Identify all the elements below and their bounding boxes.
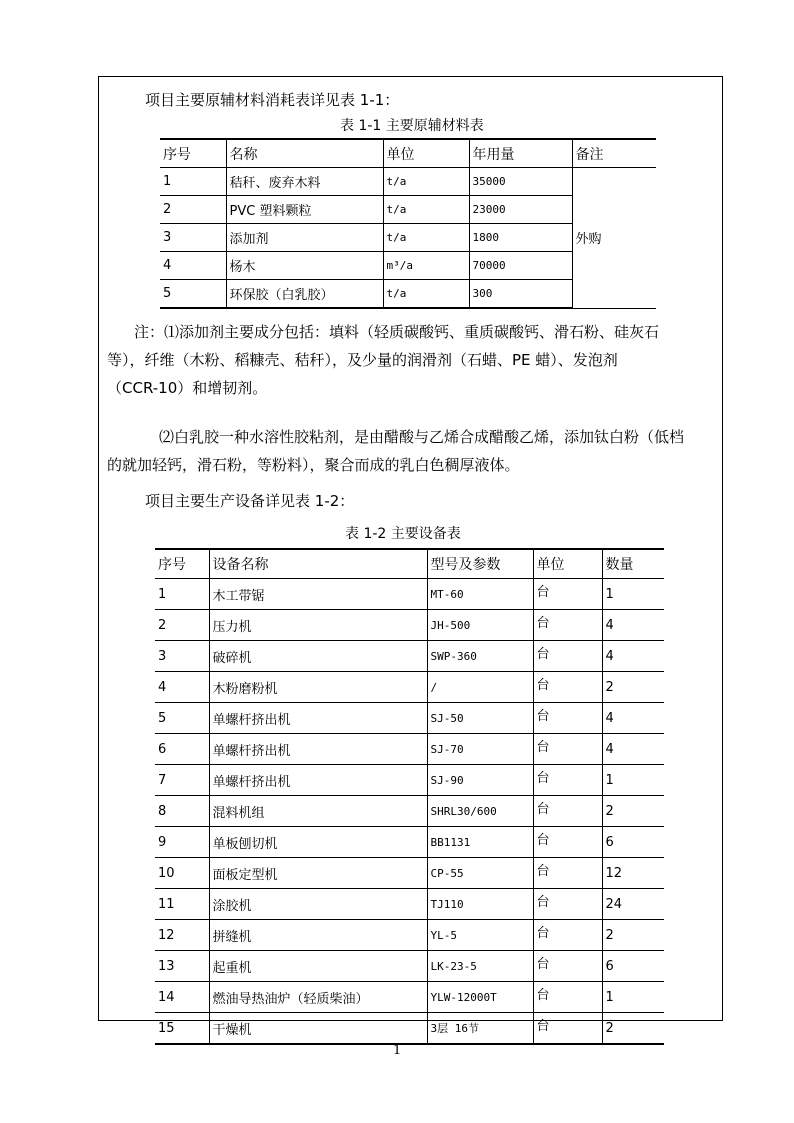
header-cell: 单位 bbox=[533, 549, 602, 579]
cell-quantity: 4 bbox=[602, 734, 664, 765]
cell-unit: 台 bbox=[533, 703, 602, 734]
cell-unit: 台 bbox=[533, 889, 602, 920]
table-row bbox=[155, 889, 664, 920]
table-row bbox=[155, 672, 664, 703]
table-header-row bbox=[155, 549, 664, 579]
cell-quantity: 2 bbox=[602, 796, 664, 827]
header-cell: 设备名称 bbox=[209, 549, 427, 579]
cell-index: 6 bbox=[155, 734, 209, 765]
header-cell: 序号 bbox=[155, 549, 209, 579]
cell-unit: t/a bbox=[383, 224, 469, 252]
table-row bbox=[155, 765, 664, 796]
cell-quantity: 4 bbox=[602, 703, 664, 734]
note-2 bbox=[107, 423, 715, 451]
cell-quantity: 12 bbox=[602, 858, 664, 889]
cell-device-name: 木工带锯 bbox=[209, 579, 427, 610]
cell-index: 11 bbox=[155, 889, 209, 920]
cell-unit: 台 bbox=[533, 796, 602, 827]
cell-unit: t/a bbox=[383, 196, 469, 224]
cell-model: TJ110 bbox=[427, 889, 533, 920]
cell-index: 2 bbox=[155, 610, 209, 641]
cell-index: 1 bbox=[160, 168, 226, 196]
cell-model: SJ-90 bbox=[427, 765, 533, 796]
cell-index: 1 bbox=[155, 579, 209, 610]
cell-index: 5 bbox=[155, 703, 209, 734]
cell-index: 14 bbox=[155, 982, 209, 1013]
cell-model: 3层 16节 bbox=[427, 1013, 533, 1045]
header-cell: 备注 bbox=[572, 139, 656, 168]
header-cell: 单位 bbox=[383, 139, 469, 168]
cell-unit: t/a bbox=[383, 280, 469, 309]
header-cell: 序号 bbox=[160, 139, 226, 168]
table-row bbox=[155, 982, 664, 1013]
cell-index: 4 bbox=[155, 672, 209, 703]
cell-model: SHRL30/600 bbox=[427, 796, 533, 827]
cell-unit: 台 bbox=[533, 579, 602, 610]
table-header-row bbox=[160, 139, 656, 168]
cell-amount: 300 bbox=[469, 280, 572, 309]
cell-unit: 台 bbox=[533, 1013, 602, 1045]
header-cell: 名称 bbox=[226, 139, 383, 168]
table-row bbox=[155, 641, 664, 672]
cell-unit: 台 bbox=[533, 982, 602, 1013]
cell-index: 3 bbox=[155, 641, 209, 672]
cell-unit: 台 bbox=[533, 858, 602, 889]
cell-name: 添加剂 bbox=[226, 224, 383, 252]
table-row bbox=[155, 579, 664, 610]
cell-model: CP-55 bbox=[427, 858, 533, 889]
page-number: 1 bbox=[393, 1043, 402, 1058]
cell-device-name: 起重机 bbox=[209, 951, 427, 982]
cell-index: 2 bbox=[160, 196, 226, 224]
table-row bbox=[155, 920, 664, 951]
cell-model: SWP-360 bbox=[427, 641, 533, 672]
cell-quantity: 4 bbox=[602, 610, 664, 641]
cell-unit: 台 bbox=[533, 641, 602, 672]
note-2-line: ⑵白乳胶一种水溶性胶粘剂，是由醋酸与乙烯合成醋酸乙烯，添加钛白粉（低档 bbox=[159, 428, 685, 446]
cell-model: JH-500 bbox=[427, 610, 533, 641]
cell-name: 秸秆、废弃木料 bbox=[226, 168, 383, 196]
table-row bbox=[160, 168, 656, 196]
table-1-caption: 表 1-1 主要原辅材料表 bbox=[340, 118, 484, 134]
cell-model: YLW-12000T bbox=[427, 982, 533, 1013]
cell-unit: 台 bbox=[533, 951, 602, 982]
note-1-line: 注：⑴添加剂主要成分包括：填料（轻质碳酸钙、重质碳酸钙、滑石粉、硅灰石 bbox=[134, 323, 660, 341]
materials-table bbox=[160, 138, 656, 309]
table-row bbox=[155, 703, 664, 734]
cell-model: SJ-50 bbox=[427, 703, 533, 734]
table-row bbox=[155, 734, 664, 765]
cell-model: LK-23-5 bbox=[427, 951, 533, 982]
note-1-cont bbox=[107, 346, 715, 402]
cell-name: 环保胶（白乳胶） bbox=[226, 280, 383, 309]
cell-amount: 70000 bbox=[469, 252, 572, 280]
cell-model: MT-60 bbox=[427, 579, 533, 610]
cell-device-name: 单螺杆挤出机 bbox=[209, 765, 427, 796]
cell-model: YL-5 bbox=[427, 920, 533, 951]
cell-quantity: 2 bbox=[602, 920, 664, 951]
cell-quantity: 6 bbox=[602, 951, 664, 982]
cell-quantity: 2 bbox=[602, 672, 664, 703]
cell-unit: 台 bbox=[533, 765, 602, 796]
cell-unit: 台 bbox=[533, 672, 602, 703]
header-cell: 型号及参数 bbox=[427, 549, 533, 579]
cell-index: 13 bbox=[155, 951, 209, 982]
table-row bbox=[155, 1013, 664, 1045]
cell-device-name: 燃油导热油炉（轻质柴油） bbox=[209, 982, 427, 1013]
cell-device-name: 涂胶机 bbox=[209, 889, 427, 920]
cell-device-name: 木粉磨粉机 bbox=[209, 672, 427, 703]
intro-table-1: 项目主要原辅材料消耗表详见表 1-1： bbox=[145, 91, 400, 109]
cell-index: 9 bbox=[155, 827, 209, 858]
note-1-line: 等），纤维（木粉、稻糠壳、秸秆），及少量的润滑剂（石蜡、PE 蜡）、发泡剂 bbox=[107, 351, 618, 369]
cell-index: 4 bbox=[160, 252, 226, 280]
note-1 bbox=[107, 318, 715, 346]
cell-index: 3 bbox=[160, 224, 226, 252]
cell-index: 5 bbox=[160, 280, 226, 309]
cell-model: BB1131 bbox=[427, 827, 533, 858]
note-1-line: （CCR-10）和增韧剂。 bbox=[107, 379, 268, 397]
cell-device-name: 拼缝机 bbox=[209, 920, 427, 951]
cell-index: 7 bbox=[155, 765, 209, 796]
cell-quantity: 24 bbox=[602, 889, 664, 920]
cell-device-name: 破碎机 bbox=[209, 641, 427, 672]
cell-index: 15 bbox=[155, 1013, 209, 1045]
cell-model: / bbox=[427, 672, 533, 703]
cell-unit: 台 bbox=[533, 734, 602, 765]
cell-name: 杨木 bbox=[226, 252, 383, 280]
table-row bbox=[155, 827, 664, 858]
cell-unit: t/a bbox=[383, 168, 469, 196]
cell-unit: 台 bbox=[533, 827, 602, 858]
cell-device-name: 压力机 bbox=[209, 610, 427, 641]
cell-device-name: 面板定型机 bbox=[209, 858, 427, 889]
table-row bbox=[155, 858, 664, 889]
equipment-table bbox=[155, 548, 664, 1045]
note-2-line: 的就加轻钙，滑石粉，等粉料），聚合而成的乳白色稠厚液体。 bbox=[107, 456, 520, 474]
cell-index: 8 bbox=[155, 796, 209, 827]
cell-amount: 1800 bbox=[469, 224, 572, 252]
cell-quantity: 1 bbox=[602, 982, 664, 1013]
cell-quantity: 1 bbox=[602, 765, 664, 796]
cell-index: 12 bbox=[155, 920, 209, 951]
cell-index: 10 bbox=[155, 858, 209, 889]
cell-quantity: 6 bbox=[602, 827, 664, 858]
cell-model: SJ-70 bbox=[427, 734, 533, 765]
cell-quantity: 4 bbox=[602, 641, 664, 672]
cell-quantity: 2 bbox=[602, 1013, 664, 1045]
cell-device-name: 混料机组 bbox=[209, 796, 427, 827]
cell-device-name: 单板刨切机 bbox=[209, 827, 427, 858]
cell-amount: 35000 bbox=[469, 168, 572, 196]
table-2-caption: 表 1-2 主要设备表 bbox=[345, 526, 461, 542]
cell-unit: m³/a bbox=[383, 252, 469, 280]
table-row bbox=[155, 610, 664, 641]
cell-device-name: 单螺杆挤出机 bbox=[209, 703, 427, 734]
note-2-cont bbox=[107, 451, 715, 479]
cell-name: PVC 塑料颗粒 bbox=[226, 196, 383, 224]
cell-amount: 23000 bbox=[469, 196, 572, 224]
header-cell: 年用量 bbox=[469, 139, 572, 168]
table-row bbox=[155, 796, 664, 827]
cell-remark: 外购 bbox=[572, 168, 656, 309]
cell-quantity: 1 bbox=[602, 579, 664, 610]
header-cell: 数量 bbox=[602, 549, 664, 579]
cell-device-name: 单螺杆挤出机 bbox=[209, 734, 427, 765]
intro-table-2: 项目主要生产设备详见表 1-2： bbox=[145, 492, 355, 510]
cell-unit: 台 bbox=[533, 920, 602, 951]
table-row bbox=[155, 951, 664, 982]
cell-device-name: 干燥机 bbox=[209, 1013, 427, 1045]
cell-unit: 台 bbox=[533, 610, 602, 641]
equipment-table-body bbox=[155, 549, 664, 1044]
